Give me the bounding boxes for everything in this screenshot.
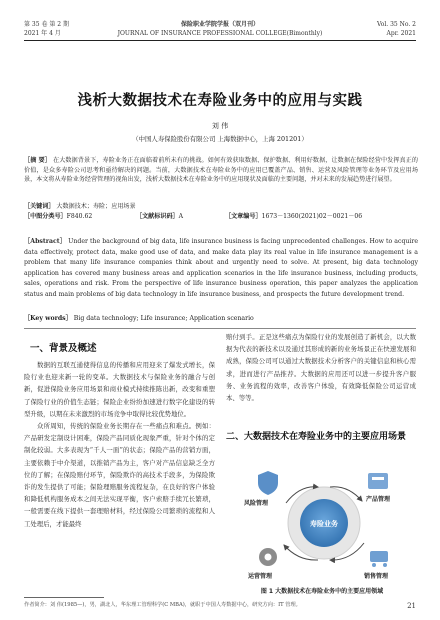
doccode-label: ［文献标识码］ (136, 213, 179, 220)
artno-label: ［文章编号］ (225, 213, 262, 220)
page-number: 21 (407, 602, 416, 610)
clc-number (24, 213, 92, 221)
journal-title-en: JOURNAL OF INSURANCE PROFESSIONAL COLLEGE(Bimonthly) (117, 30, 323, 37)
node-product-management: 产品管理 (366, 496, 391, 503)
header-rule (24, 40, 416, 41)
keywords-en-label: ［Key words］ (24, 315, 72, 322)
center-label: 寿险业务 (310, 520, 338, 528)
section-1-title: 一、背景及概述 (30, 343, 97, 354)
abstract-cn-text: 在大数据背景下，寿险业务正在面临着前所未有的挑战。如何有效获取数据、保护数据、利用好数据，让数据在保险经营中发挥真正的价值，是众多寿险公司思考和亟待解决的问题。当前，大数据技术在寿险业务中的应用已覆盖产品、销售、运营及风险管理等业务环节及应用场景，本文将从寿险业务经营管理的视角出发，浅析大数据技术在寿险业务中的应用现状及面临的主要问题，并对未来的发展趋势进行展望。 (24, 157, 419, 184)
clc-label: ［中图分类号］ (24, 213, 67, 220)
article-title: 浅析大数据技术在寿险业务中的应用与实践 (77, 93, 363, 109)
left-column-body (24, 359, 215, 530)
keywords-cn-label: ［关键词］ (24, 203, 55, 210)
keywords-cn (24, 203, 136, 211)
paragraph: 赔付到手。正是这些痛点为保险行业的发展创造了新机会，以大数据为代表的新技术以及通过其形成的新的业务场景正在快速发展和成熟，保险公司可以通过大数据技术分析客户的关键信息和核心需求，进而进行产品推荐。大数据的应用还可以进一步提升客户服务、业务流程的效率，改善客户体验，有效降低保险公司运营成本、等等。 (226, 333, 416, 403)
sales-cart-icon (370, 551, 388, 567)
figure-caption: 图 1 大数据技术在寿险业务中的主要应用领域 (260, 588, 384, 595)
abstract-cn (24, 156, 418, 185)
paragraph: 数据的互联互通使得信息的传播和应用迎来了爆发式增长，保险行业也迎来新一轮的变革。大数据技术与保险业务的融合与创新，促进保险业务应用场景和商业模式持续推陈出新，改变和重塑了保险行业的价值生态链；保险企业纷纷加速进行数字化建设的转型升级，以期在未来激烈的市场竞争中取得比较优势地位。 (24, 361, 215, 418)
figure-diagram (240, 465, 408, 583)
abstract-en (24, 237, 418, 301)
shield-icon (258, 471, 278, 495)
operations-gear-icon (259, 548, 277, 566)
keywords-en (24, 315, 254, 323)
footnote: 作者简介：刘 伟(1985—)，男，湖北人，华东理工管理科学(C MBA)，就职于中国人寿数据中心，研究方向：IT 管理。 (24, 602, 301, 608)
journal-title-cn: 保险职业学院学报（双月刊） (180, 21, 259, 28)
abstract-en-label: ［Abstract］ (24, 238, 67, 245)
issue-date-en: Apr. 2021 (386, 30, 416, 37)
abstract-cn-label: ［摘 要］ (24, 157, 51, 164)
document-code (136, 213, 183, 221)
article-number (225, 213, 362, 221)
keywords-en-text: Big data technology; Life insurance; Application scenario (73, 315, 254, 322)
artno-text: 1673－1360(2021)02－0021－06 (261, 213, 363, 220)
section-2-title: 二、大数据技术在寿险业务中的主要应用场景 (226, 432, 407, 442)
node-risk-management: 风险管理 (244, 500, 269, 507)
author: 刘 伟 (211, 122, 229, 130)
product-box-icon (368, 473, 388, 489)
keywords-cn-text: 大数据技术；寿险；应用场景 (56, 203, 136, 210)
issue-date: 2021 年 4 月 (24, 30, 61, 37)
clc-text: F840.62 (66, 213, 93, 220)
abstract-en-text: Under the background of big data, life insurance business is facing unprecedented challenges. How to acquire data effectively, protect data, make good use of data, and make data play its real value in life insurance management is a problem that many life insurance companies think about and urgently need to solve. At present, big data technology application has covered many business areas and application scenarios in the life insurance business, including products, sales, operations and risk. From the perspective of life insurance business operation, this paper analyzes the application status and main problems of big data technology in life insurance business, and prospects the future development trend. (24, 238, 418, 298)
volume-issue-en: Vol. 35 No. 2 (376, 21, 416, 28)
affiliation: （中国人寿保险股份有限公司 上海数据中心，上海 201201） (132, 135, 308, 143)
node-operations-management: 运营管理 (248, 573, 273, 580)
footnote-rule (24, 597, 104, 598)
abstract-rule (24, 328, 416, 329)
volume-issue: 第 35 卷 第 2 期 (24, 21, 69, 28)
node-sales-management: 销售管理 (364, 573, 389, 580)
paragraph: 众所周知，传统的保险业务长期存在一些痛点和难点。例如：产品研发定制设计困难，保险产品同质化现象严重，针对个体的定制化较弱。大多表现为“千人一面”的状态；保险产品的营销方面，主要依赖于中介渠道，以推销产品为主，客户对产品信息缺乏全方位的了解；在保险赔付环节，保险欺诈的高技术手段多，为保险欺诈的发生提供了可能；保险理赔服务流程复杂，在良好的客户体验和降低机构服务成本之间无法实现平衡，客户索赔手续冗长繁琐，一般需要在线下提供一套理赔材料，经过保险公司繁琐的流程和人工处理后，才能最终 (24, 422, 215, 528)
right-column-body (226, 331, 416, 404)
doccode-text: A (178, 213, 184, 220)
